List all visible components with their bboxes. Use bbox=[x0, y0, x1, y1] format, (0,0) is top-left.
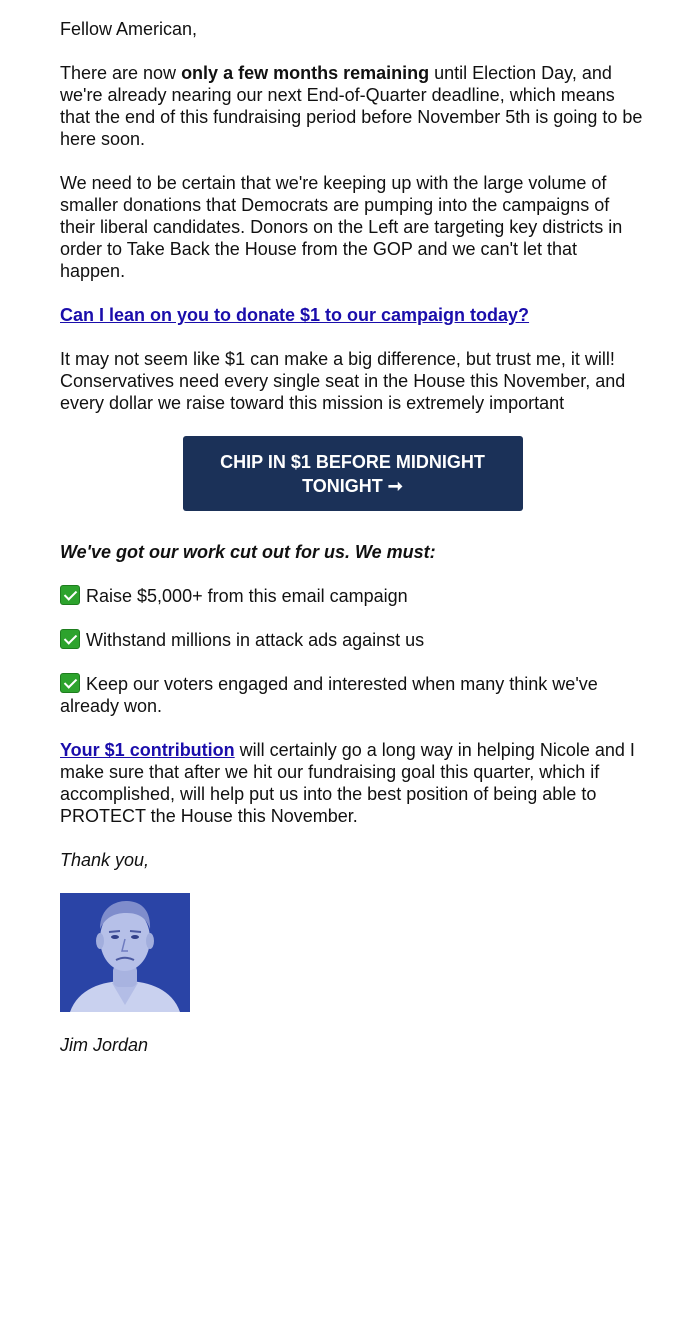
signoff: Thank you, bbox=[60, 850, 150, 870]
goal-text: Keep our voters engaged and interested when many think we've already won. bbox=[60, 674, 598, 716]
paragraph-deadline-end: until Election Day, and we're already nearing our next End-of-Quarter deadline, which means that the end of this fundraising period before November 5th is going to be here soon. bbox=[60, 63, 643, 149]
paragraph-deadline bbox=[60, 62, 645, 150]
donate-link[interactable]: Can I lean on you to donate $1 to our campaign today? bbox=[60, 305, 530, 325]
contribution-link[interactable]: Your $1 contribution bbox=[60, 740, 235, 760]
paragraph-contribution-text: will certainly go a long way in helping Nicole and I make sure that after we hit our fundraising goal this quarter, which if accomplished, will help put us into the best position of being able to PROTECT the House this November. bbox=[60, 740, 635, 826]
check-mark-icon bbox=[60, 629, 80, 649]
goal-item bbox=[60, 629, 645, 651]
portrait-illustration bbox=[60, 893, 190, 1012]
paragraph-donations: We need to be certain that we're keeping up with the large volume of smaller donations that Democrats are pumping into the campaigns of their liberal candidates. Donors on the Left are targeting key districts in order to Take Back the House from the GOP and we can't let that happen. bbox=[60, 173, 623, 281]
goal-item bbox=[60, 673, 645, 717]
goal-text: Withstand millions in attack ads against us bbox=[86, 630, 425, 650]
goals-heading: We've got our work cut out for us. We must: bbox=[60, 542, 436, 562]
goal-item bbox=[60, 585, 645, 607]
chip-in-button[interactable]: CHIP IN $1 BEFORE MIDNIGHT TONIGHT ➞ bbox=[183, 436, 523, 511]
greeting: Fellow American, bbox=[60, 19, 198, 39]
paragraph-deadline-start: There are now bbox=[60, 63, 182, 83]
goal-text: Raise $5,000+ from this email campaign bbox=[86, 586, 408, 606]
paragraph-deadline-emphasis: only a few months remaining bbox=[181, 63, 430, 83]
cta-container bbox=[60, 436, 645, 511]
check-mark-icon bbox=[60, 585, 80, 605]
signature-name: Jim Jordan bbox=[60, 1035, 149, 1055]
signer-photo bbox=[60, 893, 190, 1012]
paragraph-difference: It may not seem like $1 can make a big difference, but trust me, it will! Conservatives need every single seat in the House this November, and every dollar we raise toward this mission is extremely important bbox=[60, 349, 626, 413]
paragraph-contribution bbox=[60, 739, 645, 827]
email-body bbox=[60, 18, 645, 1078]
check-mark-icon bbox=[60, 673, 80, 693]
donate-link-paragraph bbox=[60, 304, 645, 326]
